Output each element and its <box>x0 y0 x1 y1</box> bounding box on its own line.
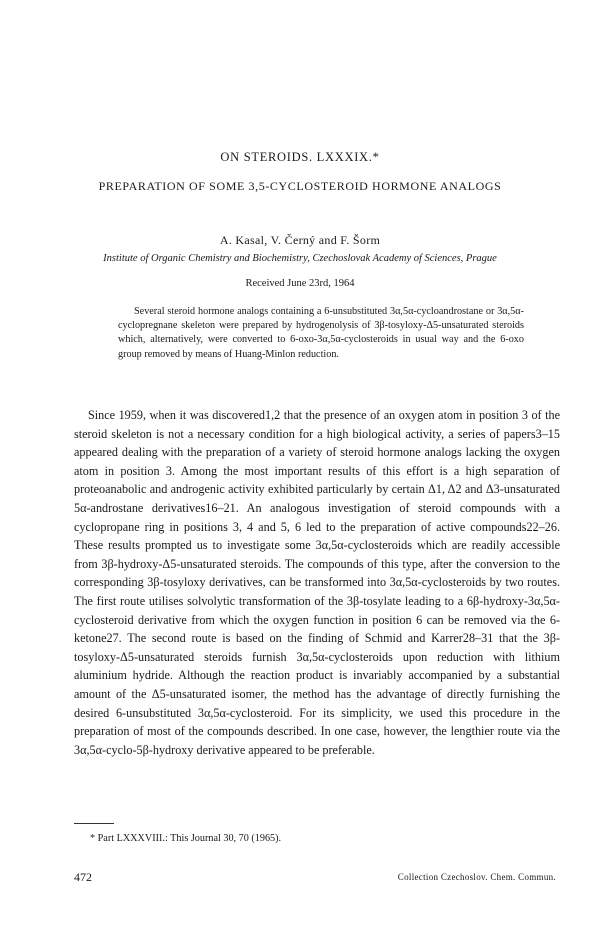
abstract: Several steroid hormone analogs containing a 6-unsubstituted 3α,5α-cycloandrostane or 3α,5α-cyclopregnane skeleton were prepared by hydrogenolysis of 3β-tosyloxy-Δ5-unsaturated steroids which, alternatively, were converted to 6-oxo-3α,5α-cyclosteroids in usual way and the 6-oxo group removed by means of Huang-Minlon reduction. <box>118 306 524 360</box>
page-number: 472 <box>74 870 92 884</box>
affiliation-line: Institute of Organic Chemistry and Biochemistry, Czechoslovak Academy of Sciences, Prague <box>103 253 497 264</box>
body-paragraph: Since 1959, when it was discovered1,2 that the presence of an oxygen atom in position 3 of the steroid skeleton is not a necessary condition for a high biological activity, a series of papers3–15 appeared dealing with the preparation of a variety of steroid hormone analogs lacking the oxygen atom in position 3. Among the most important results of this effort is a high separation of proteoanabolic and androgenic activity exhibited particularly by certain Δ1, Δ2 and Δ3-unsaturated 5α-androstane derivatives16–21. An analogous investigation of steroid compounds with a cyclopropane ring in positions 3, 4 and 5, 6 led to the preparation of active compounds22–26. These results prompted us to investigate some 3α,5α-cyclosteroids which are readily accessible from 3β-hydroxy-Δ5-unsaturated steroids. The compounds of this type, after the conversion to the corresponding 3β-tosyloxy derivatives, can be transformed into 3α,5α-cyclosteroids by two routes. The first route utilises solvolytic transformation of the 3β-tosylate leading to a 6β-hydroxy-3α,5α-cyclosteroid derivative from which the oxygen function in position 6 can be removed via the 6-ketone27. The second route is based on the finding of Schmid and Karrer28–31 that the 3β-tosyloxy-Δ5-unsaturated steroids furnish 3α,5α-cyclosteroids upon reduction with lithium aluminium hydride. Although the reaction product is invariably accompanied by a substantial amount of the Δ5-unsaturated isomer, the method has the advantage of directly furnishing the desired 6-unsubstituted 3α,5α-cyclosteroid. For its simplicity, we used this procedure in the preparation of most of the compounds described. In one case, however, the lengthier route via the 3α,5α-cyclo-5β-hydroxy derivative appeared to be preferable. <box>74 408 560 757</box>
journal-name: Collection Czechoslov. Chem. Commun. <box>397 872 556 882</box>
received-date: Received June 23rd, 1964 <box>245 278 355 289</box>
paper-title: ON STEROIDS. LXXXIX.* <box>220 150 380 164</box>
author-line: A. Kasal, V. Černý and F. Šorm <box>219 233 381 247</box>
footnote: * Part LXXXVIII.: This Journal 30, 70 (1965). <box>90 833 282 844</box>
paper-subtitle: PREPARATION OF SOME 3,5-CYCLOSTEROID HORMONE ANALOGS <box>98 179 502 193</box>
footnote-divider <box>74 823 114 824</box>
